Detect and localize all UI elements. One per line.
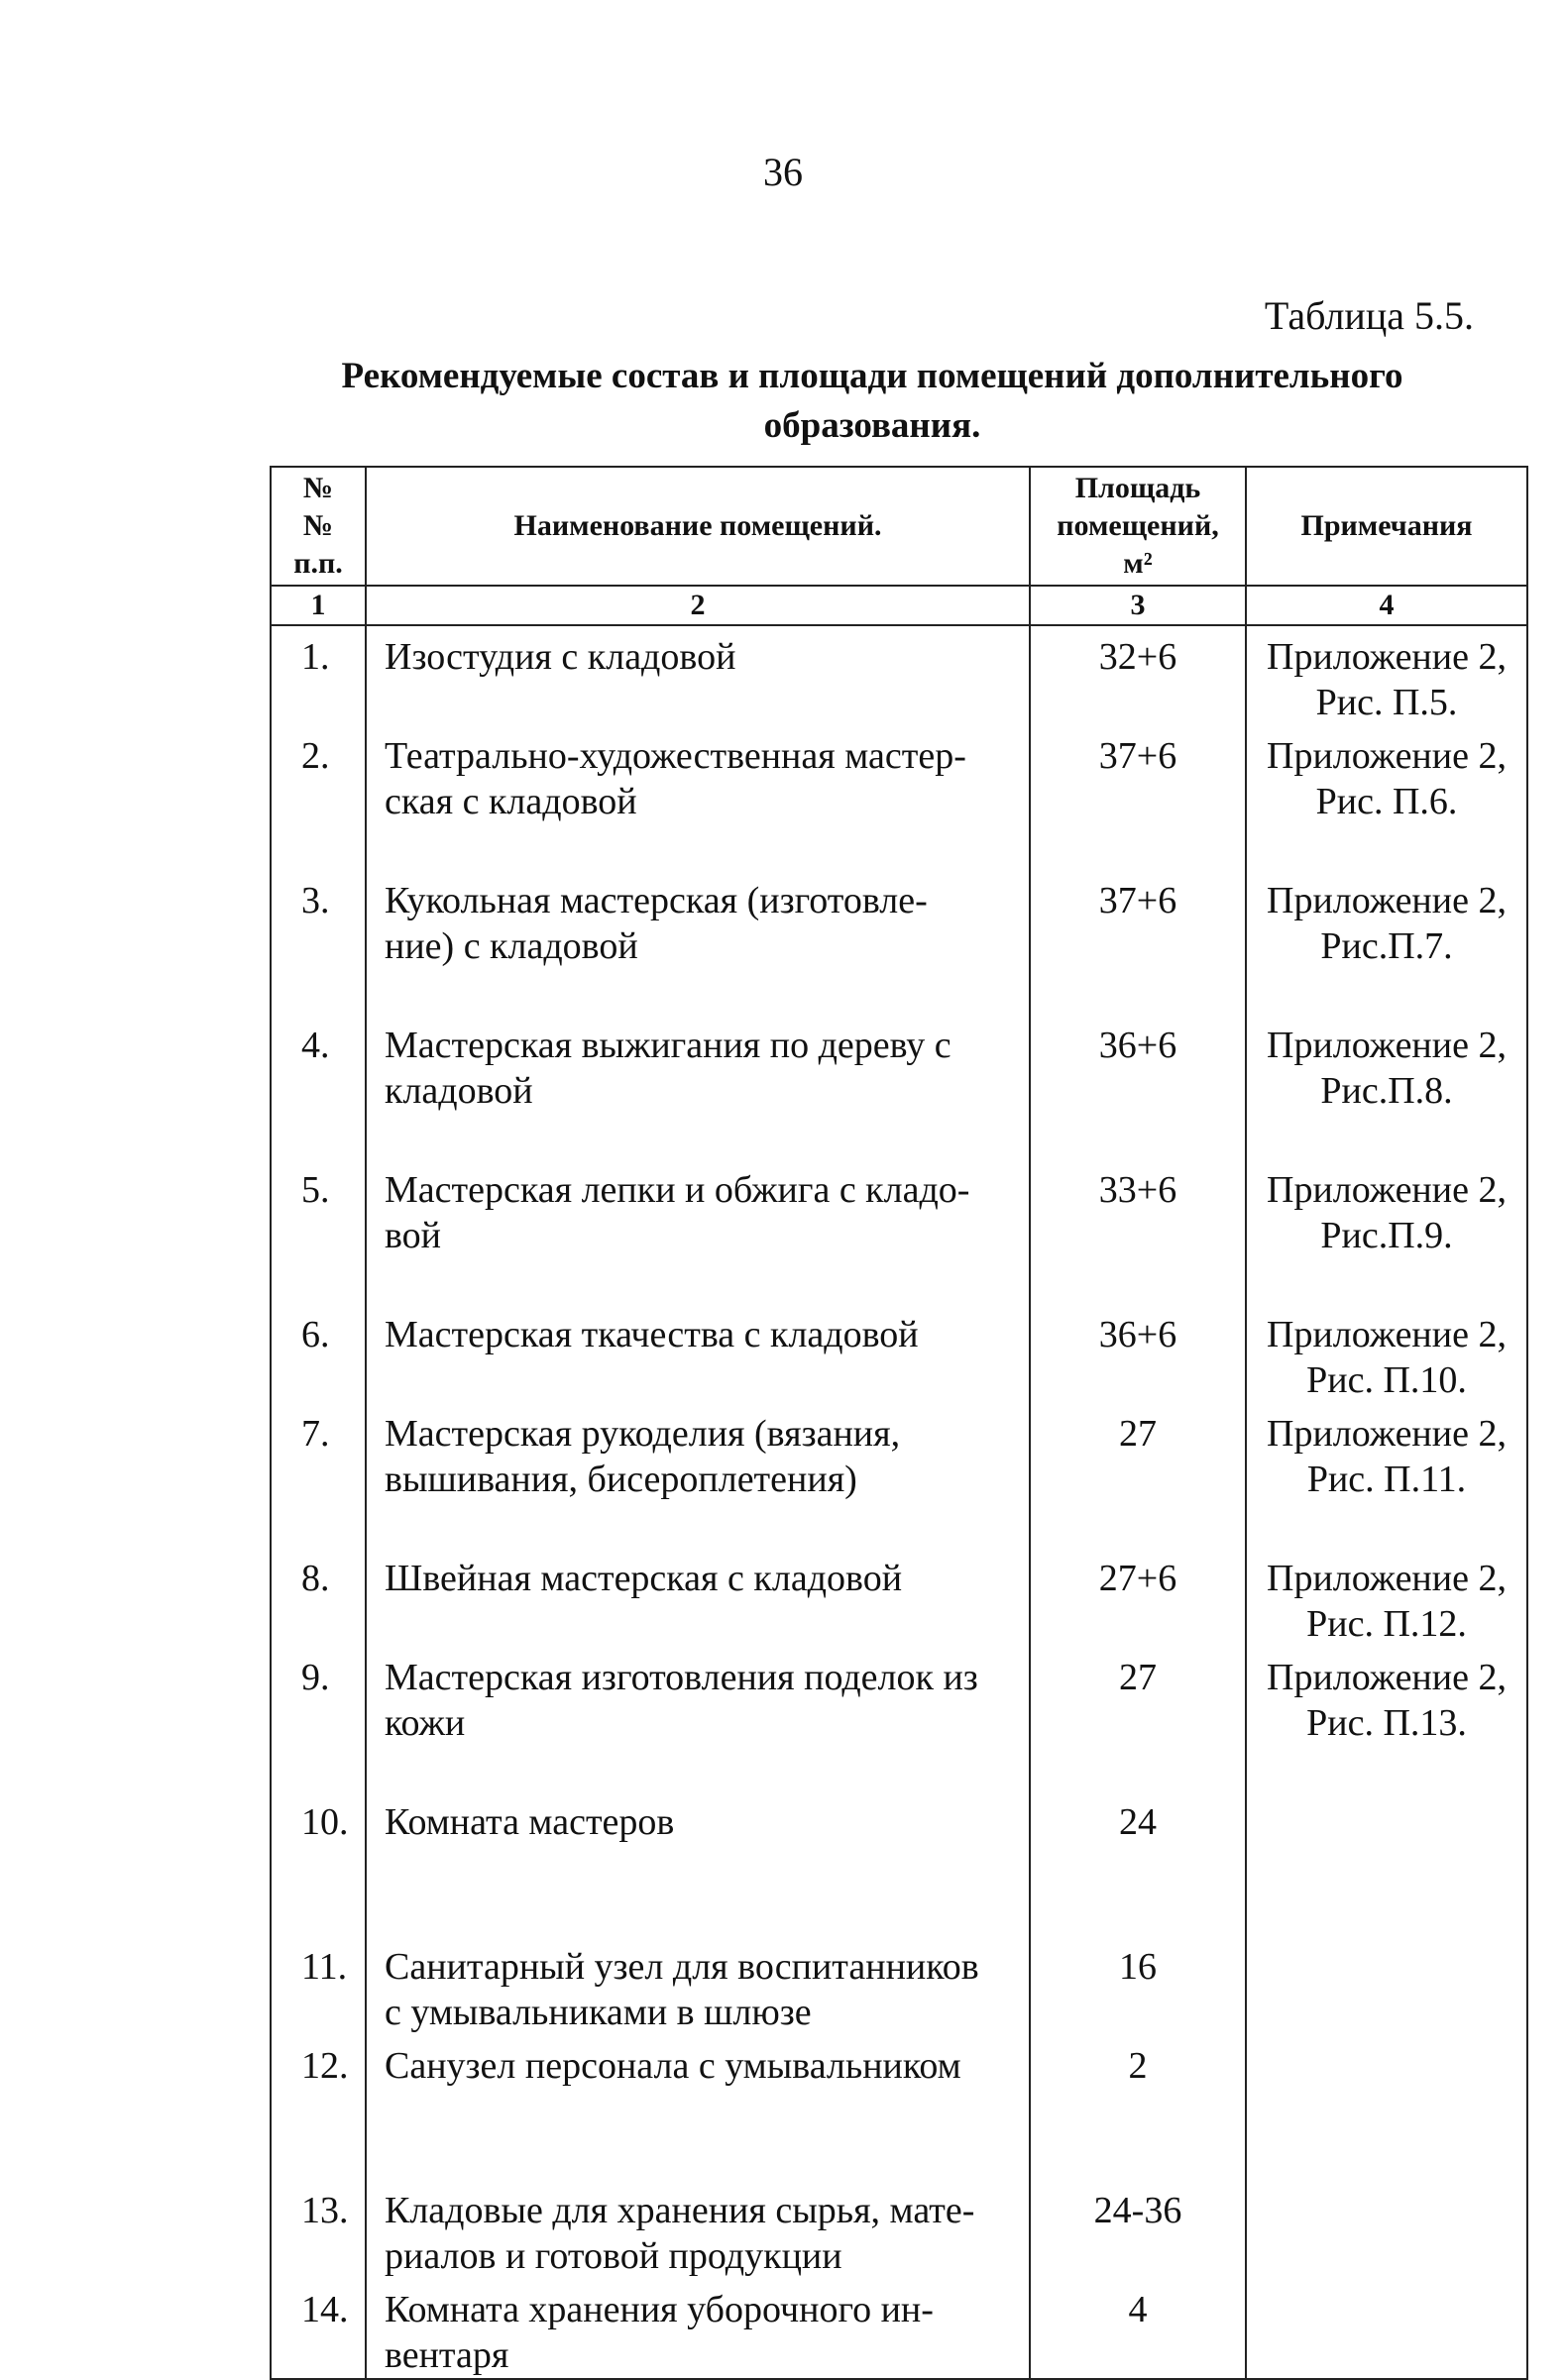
room-area: 36+6 [1030, 1015, 1246, 1159]
room-note [1246, 1647, 1527, 1791]
room-name-line: Мастерская ткачества с кладовой [385, 1314, 919, 1355]
row-number: 5. [271, 1159, 366, 1304]
row-number: 12. [271, 2035, 366, 2180]
table-row [271, 2279, 1527, 2379]
room-name-line: с умывальниками в шлюзе [385, 1992, 812, 2033]
header-name: Наименование помещений. [366, 467, 1030, 586]
table-row [271, 2035, 1527, 2180]
row-number: 11. [271, 1936, 366, 2035]
room-name-line: Комната хранения уборочного ин- [385, 2289, 934, 2330]
room-name [366, 1304, 1030, 1403]
table-row [271, 1304, 1527, 1403]
room-name-line: Кладовые для хранения сырья, мате- [385, 2190, 975, 2231]
room-name-line: Кукольная мастерская (изготовле- [385, 880, 928, 921]
header-area-line: Площадь [1074, 472, 1201, 504]
table-row [271, 1403, 1527, 1548]
table-row [271, 1159, 1527, 1304]
column-number: 1 [271, 586, 366, 625]
table-row [271, 625, 1527, 725]
row-number: 14. [271, 2279, 366, 2379]
room-name-line: ская с кладовой [385, 781, 637, 822]
header-row [271, 467, 1527, 586]
room-name [366, 1647, 1030, 1791]
room-note [1246, 2035, 1527, 2180]
room-name [366, 1015, 1030, 1159]
room-name-line: Мастерская выжигания по дереву с [385, 1025, 951, 1066]
room-note-line: Приложение 2, [1267, 1169, 1507, 1211]
room-note [1246, 1159, 1527, 1304]
room-name [366, 2180, 1030, 2279]
room-note-line: Рис.П.7. [1320, 925, 1453, 967]
header-num-line: п.п. [293, 547, 343, 580]
room-note [1246, 1936, 1527, 2035]
room-name-line: вой [385, 1215, 442, 1256]
room-name-line: Мастерская изготовления поделок из [385, 1657, 978, 1698]
table-body [271, 625, 1527, 2379]
row-number: 1. [271, 625, 366, 725]
header-area-line: помещений, [1057, 509, 1219, 542]
title-line-2: образования. [763, 405, 981, 446]
row-number: 6. [271, 1304, 366, 1403]
row-number: 8. [271, 1548, 366, 1647]
row-number: 3. [271, 870, 366, 1015]
room-area: 33+6 [1030, 1159, 1246, 1304]
room-name-line: вентаря [385, 2334, 509, 2376]
room-name [366, 1403, 1030, 1548]
table-label: Таблица 5.5. [1264, 293, 1474, 338]
header-note: Примечания [1246, 467, 1527, 586]
column-number: 2 [366, 586, 1030, 625]
room-note [1246, 1304, 1527, 1403]
row-number: 13. [271, 2180, 366, 2279]
table-row [271, 1015, 1527, 1159]
room-note [1246, 1791, 1527, 1936]
room-name-line: риалов и готовой продукции [385, 2235, 842, 2277]
room-name [366, 2279, 1030, 2379]
room-name-line: ние) с кладовой [385, 925, 638, 967]
room-name [366, 725, 1030, 870]
header-num [271, 467, 366, 586]
room-area: 27 [1030, 1403, 1246, 1548]
header-area-line: м² [1123, 547, 1153, 580]
column-number: 3 [1030, 586, 1246, 625]
room-name-line: кожи [385, 1702, 466, 1744]
header-num-line: № [302, 509, 334, 542]
room-name-line: Мастерская лепки и обжига с кладо- [385, 1169, 970, 1211]
room-name-line: Швейная мастерская с кладовой [385, 1558, 903, 1599]
room-name [366, 1791, 1030, 1936]
room-note [1246, 2180, 1527, 2279]
room-note-line: Приложение 2, [1267, 1314, 1507, 1355]
table-row [271, 1548, 1527, 1647]
room-name [366, 2035, 1030, 2180]
room-name-line: Мастерская рукоделия (вязания, [385, 1413, 901, 1455]
room-area: 4 [1030, 2279, 1246, 2379]
title-line-1: Рекомендуемые состав и площади помещений дополнительного [341, 356, 1403, 396]
row-number: 2. [271, 725, 366, 870]
room-note-line: Приложение 2, [1267, 1413, 1507, 1455]
room-note-line: Приложение 2, [1267, 1657, 1507, 1698]
room-name [366, 1548, 1030, 1647]
room-name-line: вышивания, бисероплетения) [385, 1459, 857, 1500]
room-area: 16 [1030, 1936, 1246, 2035]
room-note [1246, 625, 1527, 725]
table-row [271, 870, 1527, 1015]
room-note-line: Приложение 2, [1267, 636, 1507, 678]
header-area [1030, 467, 1246, 586]
room-note [1246, 1403, 1527, 1548]
rooms-table [270, 466, 1526, 2380]
room-name-line: Санитарный узел для воспитанников [385, 1946, 979, 1988]
room-area: 24-36 [1030, 2180, 1246, 2279]
room-note-line: Приложение 2, [1267, 1558, 1507, 1599]
room-name [366, 1936, 1030, 2035]
room-area: 36+6 [1030, 1304, 1246, 1403]
row-number: 4. [271, 1015, 366, 1159]
document-title [287, 352, 1457, 451]
table-row [271, 725, 1527, 870]
room-note-line: Рис. П.6. [1315, 781, 1458, 822]
column-number-row [271, 586, 1527, 625]
room-area: 37+6 [1030, 870, 1246, 1015]
room-note-line: Приложение 2, [1267, 880, 1507, 921]
room-note [1246, 2279, 1527, 2379]
room-note-line: Рис. П.12. [1306, 1603, 1467, 1645]
page-number: 36 [763, 150, 803, 194]
room-name-line: Комната мастеров [385, 1801, 675, 1843]
room-note [1246, 725, 1527, 870]
table-row [271, 2180, 1527, 2279]
room-note-line: Рис. П.13. [1306, 1702, 1467, 1744]
room-name-line: Санузел персонала с умывальником [385, 2045, 961, 2087]
room-note-line: Приложение 2, [1267, 735, 1507, 777]
table-row [271, 1647, 1527, 1791]
room-note-line: Рис.П.9. [1320, 1215, 1453, 1256]
row-number: 7. [271, 1403, 366, 1548]
row-number: 9. [271, 1647, 366, 1791]
room-note-line: Приложение 2, [1267, 1025, 1507, 1066]
room-name-line: Изостудия с кладовой [385, 636, 736, 678]
room-note-line: Рис.П.8. [1320, 1070, 1453, 1112]
room-area: 32+6 [1030, 625, 1246, 725]
room-name [366, 870, 1030, 1015]
table-row [271, 1791, 1527, 1936]
room-name-line: кладовой [385, 1070, 533, 1112]
room-area: 2 [1030, 2035, 1246, 2180]
room-note-line: Рис. П.11. [1306, 1459, 1467, 1500]
room-name-line: Театрально-художественная мастер- [385, 735, 966, 777]
room-name [366, 1159, 1030, 1304]
room-area: 24 [1030, 1791, 1246, 1936]
room-area: 27+6 [1030, 1548, 1246, 1647]
table-row [271, 1936, 1527, 2035]
row-number: 10. [271, 1791, 366, 1936]
room-note [1246, 1548, 1527, 1647]
header-num-line: № [302, 472, 334, 504]
column-number: 4 [1246, 586, 1527, 625]
room-area: 37+6 [1030, 725, 1246, 870]
room-name [366, 625, 1030, 725]
room-area: 27 [1030, 1647, 1246, 1791]
room-note-line: Рис. П.10. [1306, 1359, 1467, 1401]
room-note-line: Рис. П.5. [1315, 682, 1458, 723]
room-note [1246, 870, 1527, 1015]
room-note [1246, 1015, 1527, 1159]
